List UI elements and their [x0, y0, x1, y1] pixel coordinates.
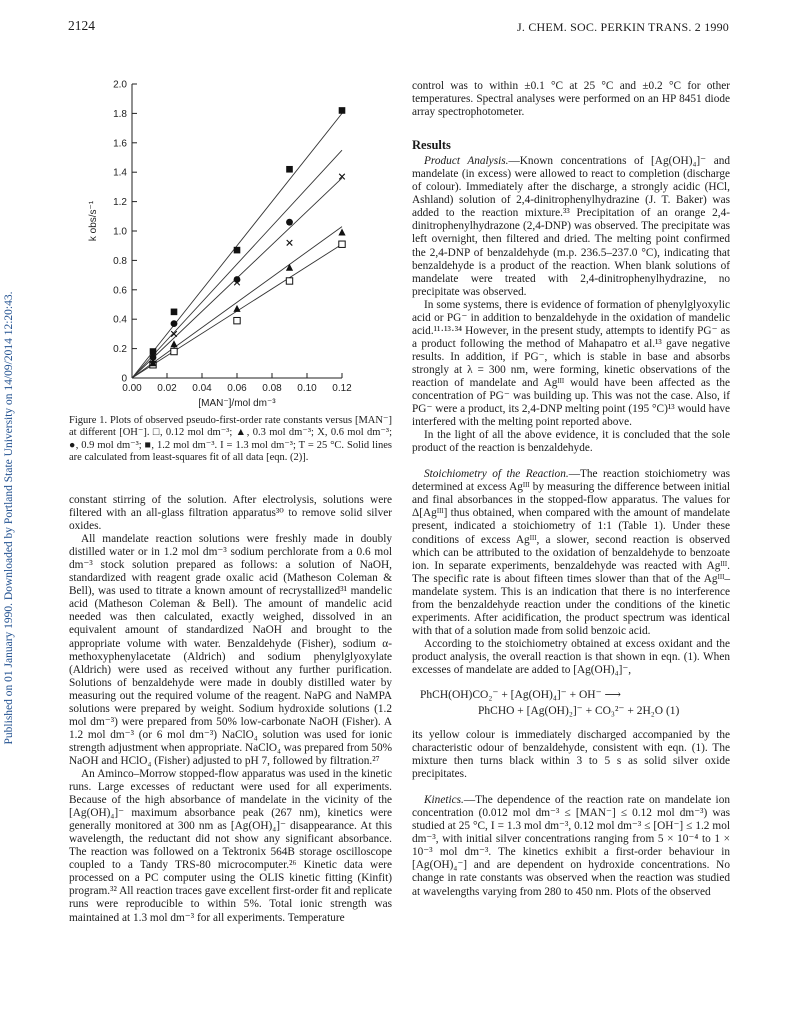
section-heading: Results	[412, 138, 451, 153]
x-tick-label: 0.12	[332, 383, 352, 394]
data-point-filled-triangle	[233, 305, 240, 312]
figure-caption: Figure 1. Plots of observed pseudo-first-order rate constants versus [MAN⁻] at different [OH⁻]. □, 0.12 mol dm⁻³; ▲, 0.3 mol dm⁻³; X, 0.6 mol dm⁻³; ●, 0.9 mol dm⁻³; ■, 1.2 mol dm⁻³. I = 1.3 mol dm⁻³; T = 25 °C. Solid lines are calculated from least-squares fit of all data [eqn. (2)].	[69, 415, 392, 463]
data-point-filled-triangle	[170, 340, 177, 347]
equation-1: PhCH(OH)CO₂⁻ + [Ag(OH)₄]⁻ + OH⁻ ⟶ PhCHO + [Ag(OH)₂]⁻ + CO₃²⁻ + 2H₂O (1)	[420, 689, 680, 718]
y-tick-label: 0	[121, 373, 127, 385]
y-tick-label: 1.8	[113, 108, 127, 120]
data-point-filled-triangle	[338, 228, 345, 235]
x-tick-label: 0.02	[157, 383, 177, 394]
data-point-filled-square	[150, 348, 157, 355]
running-head: J. CHEM. SOC. PERKIN TRANS. 2 1990	[517, 20, 729, 34]
data-point-filled-square	[234, 247, 241, 254]
right-column	[412, 80, 730, 899]
paragraph: Product Analysis.—Known concentrations of [Ag(OH)₄]⁻ and mandelate (in excess) were allowed to react to completion (discharge of colour). Immediately after the discharge, a strongly acidic (HCl, Ashland) solution of 2,4-dinitrophenylhydrazine (J. T. Baker) was added to the reaction mixture.³³ Precipitation of an orange 2,4-dinitrophenylhydrazone (2,4-DNP) was observed. The precipitate was left overnight, then filtered and dried. The melting point confirmed the 2,4-DNP of benzaldehyde (m.p. 236.5–237.0 °C), indicating that benzaldehyde is a product of the reaction. When blank solutions of mandelate were treated with 2,4-dinitrophenylhydrazine, no precipitate was observed.	[412, 155, 731, 298]
y-tick-label: 1.6	[113, 138, 127, 150]
paragraph: An Aminco–Morrow stopped-flow apparatus was used in the kinetic runs. Large excesses of reductant were used for all experiments. Because of the high absorbance of mandelate in the vicinity of the [Ag(OH)₄]⁻ maximum absorbance peak (267 nm), kinetics were generally monitored at 300 nm as [Ag(OH)₄]⁻ disappearance. At this wavelength, the reductant did not show any significant absorbance. The reaction was followed on a Tektronix 564B storage oscilloscope coupled to a Tandy TRS-80 microcomputer.²⁶ Kinetic data were processed on a PC computer using the OLIS kinetic fitting (Kinfit) program.³² All reaction traces gave excellent first-order fit and replicate runs were reproducible to within 5%. Total ionic strength was maintained at 1.3 mol dm⁻³ for all experiments. Temperature	[69, 767, 392, 924]
y-tick-label: 1.0	[113, 226, 127, 238]
x-tick-label: 0.04	[192, 383, 212, 394]
subsection-title: Stoichiometry of the Reaction.	[424, 468, 569, 481]
data-point-open-square	[286, 278, 292, 284]
data-point-filled-circle	[286, 219, 293, 226]
fit-line	[132, 113, 342, 378]
data-point-open-square	[234, 317, 240, 323]
paragraph: Stoichiometry of the Reaction.—The reaction stoichiometry was determined at excess Agᴵᴵᴵ by measuring the difference between initial and final absorbances in the stopped-flow apparatus. The values for Δ[Agᴵᴵᴵ] thus obtained, when compared with the amount of mandelate present, indicated a stoichiometry of 1:1 (Table 1). Under these conditions of excess Agᴵᴵᴵ, a slower, second reaction is observed which can be attributed to the oxidation of benzaldehyde to benzoate ion. In separate experiments, benzaldehyde was reacted with Agᴵᴵᴵ. The specific rate is about fifteen times slower than that of the Agᴵᴵᴵ–mandelate system. This is an indication that there is no interference from the benzaldehyde reaction under the conditions of the kinetic experiments. After acidification, the product spectrum was identical with that of a solution made from solid benzoic acid.	[412, 468, 730, 637]
x-tick-label: 0.08	[262, 383, 282, 394]
paragraph: According to the stoichiometry obtained at excess oxidant and the product analysis, the overall reaction is that shown in eqn. (1). When excesses of mandelate are added to [Ag(OH)₄]⁻,	[412, 637, 730, 676]
subsection-title: Product Analysis.	[424, 155, 509, 168]
data-point-filled-circle	[150, 354, 157, 361]
figure-1-chart	[72, 72, 372, 412]
subsection-title: Kinetics.	[424, 794, 464, 807]
side-stamp: Published on 01 January 1990. Downloaded by Portland State University on 14/09/2014 12:20:43.	[3, 291, 15, 744]
y-tick-label: 2.0	[113, 79, 127, 91]
data-point-filled-square	[339, 107, 346, 114]
paragraph: constant stirring of the solution. After electrolysis, solutions were filtered with an all-glass filtration apparatus³⁰ to remove solid silver oxides.	[69, 494, 392, 533]
y-tick-label: 0.8	[113, 255, 127, 267]
data-point-filled-circle	[234, 276, 241, 283]
data-point-open-square	[339, 241, 345, 247]
y-axis-label: k obs/s⁻¹	[88, 200, 99, 242]
left-column	[69, 494, 392, 925]
y-tick-label: 0.6	[113, 285, 127, 297]
paragraph: its yellow colour is immediately discharged accompanied by the characteristic odour of benzaldehyde, consistent with eqn. (1). The mixture then turns black within 3 to 5 s as solid silver oxide precipitates.	[412, 729, 730, 781]
data-point-filled-triangle	[286, 264, 293, 271]
paragraph: control was to within ±0.1 °C at 25 °C and ±0.2 °C for other temperatures. Spectral analyses were performed on an HP 8451 diode array spectrophotometer.	[412, 80, 730, 119]
y-tick-label: 0.2	[113, 344, 127, 356]
x-tick-label: 0.00	[122, 383, 142, 394]
y-tick-label: 1.4	[113, 167, 127, 179]
paragraph: In the light of all the above evidence, it is concluded that the sole product of the reaction is benzaldehyde.	[412, 429, 730, 455]
y-tick-label: 0.4	[113, 314, 127, 326]
paragraph: All mandelate reaction solutions were freshly made in doubly distilled water or in 1.2 mol dm⁻³ sodium perchlorate from a 0.6 mol dm⁻³ stock solution prepared as follows: a solution of NaOH, standardized with reagent grade oxalic acid (Matheson Coleman & Bell), was used to titrate a known amount of recrystallized³¹ mandelic acid (Matheson Coleman & Bell). The amount of mandelic acid needed was then calculated, exactly weighed, dissolved in an equivalent amount of standardized NaOH and brought to the appropriate volume with water. Benzaldehyde (Fisher), sodium α-methoxyphenylacetate (Aldrich) and sodium phenylglyoxylate (Aldrich) were used as received without any further purification. Solutions of benzaldehyde were made in doubly distilled water by measuring out the required volume of the reagent. NaPG and NaMPA solutions were prepared by weight. Sodium hydroxide solutions (1.2 mol dm⁻³) were prepared from 50% low-carbonate NaOH (Fisher). A 1.2 mol dm⁻³ (or 6 mol dm⁻³) NaClO₄ solution was used for ionic strength adjustment when appropriate. NaClO₄ was prepared from 50% NaOH and HClO₄ (Fisher) adjusted to pH 7, followed by filtration.²⁷	[69, 533, 392, 767]
data-point-filled-circle	[171, 320, 178, 327]
data-point-open-square	[171, 348, 177, 354]
data-point-x	[287, 240, 293, 246]
paragraph: Kinetics.—The dependence of the reaction rate on mandelate ion concentration (0.012 mol dm⁻³ ≤ [MAN⁻] ≤ 0.12 mol dm⁻³) was studied at 25 °C, I = 1.3 mol dm⁻³, 0.12 mol dm⁻³ ≤ [OH⁻] ≤ 1.2 mol dm⁻³, with initial silver concentrations ranging from 5 × 10⁻⁴ to 1 × 10⁻³ mol dm⁻³. The kinetics exhibit a first-order behaviour in [Ag(OH)₄⁻] and are dependent on hydroxide concentrations. No change in rate constants was observed when the reaction was studied at wavelengths varying from 280 to 450 nm. Plots of the observed	[412, 794, 730, 898]
x-axis-label: [MAN⁻]/mol dm⁻³	[198, 398, 276, 409]
y-tick-label: 1.2	[113, 197, 127, 209]
data-point-filled-square	[171, 309, 178, 316]
x-tick-label: 0.10	[297, 383, 317, 394]
x-tick-label: 0.06	[227, 383, 247, 394]
paragraph: In some systems, there is evidence of formation of phenylglyoxylic acid or PG⁻ in addition to benzaldehyde in the oxidation of mandelic acid.¹¹·¹³·³⁴ However, in the present study, attempts to identify PG⁻ as a product following the method of Mahapatro et al.¹³ gave negative results. In addition, if PG⁻, which is stable in base and absorbs strongly at λ = 300 nm, were forming, kinetic observations of the reaction of mandelate and Agᴵᴵᴵ would have been affected as the concentration of PG⁻ was building up. This was not the case. Also, if PG⁻ were a product, its 2,4-DNP melting point (195 °C)¹³ would have interfered with the melting point reported above.	[412, 298, 730, 429]
data-point-filled-square	[286, 166, 293, 173]
page-number: 2124	[68, 18, 95, 33]
